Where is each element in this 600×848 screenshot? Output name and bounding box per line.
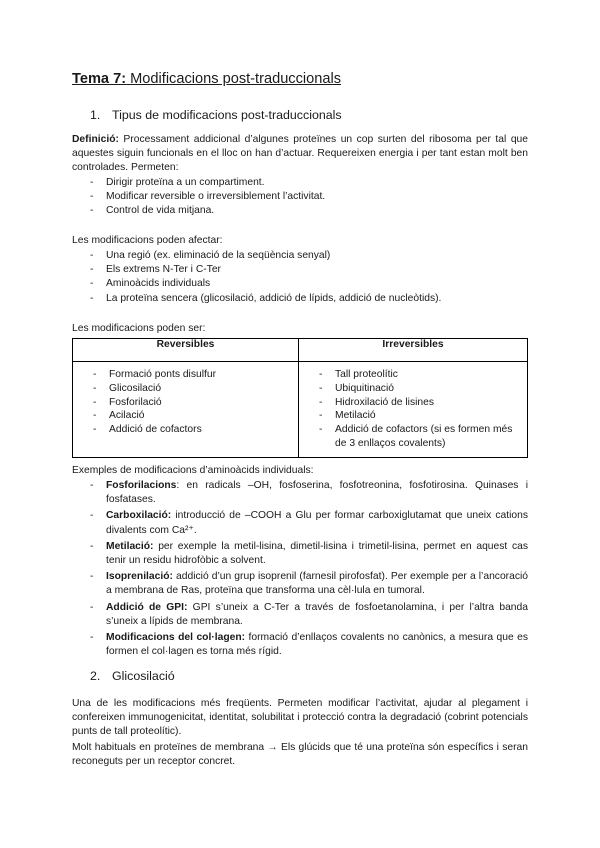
section-2-heading: [90, 669, 175, 683]
list-item: - Ubiquitinació: [319, 382, 394, 394]
glyco-paragraph-1: Una de les modificacions més freqüents. Permeten modificar l’activitat, ajudar al plegament i confereixen immunogenicitat, identitat, solubilitat i protecció contra la degradació (cobrint potencials punts de tall proteolític).: [72, 698, 528, 737]
definition-label: Definició:: [72, 134, 119, 145]
list-item: - Hidroxilació de lisines: [319, 396, 435, 408]
section-1-number: 1.: [90, 108, 101, 122]
glyco-paragraph-2: Molt habituals en proteïnes de membrana → Els glúcids que té una proteïna són específics i seran reconeguts per un receptor concret.: [72, 742, 528, 767]
list-item: - Una regió (ex. eliminació de la seqüència senyal): [90, 250, 331, 261]
list-item: - Fosforilació: [93, 396, 162, 408]
section-2-number: 2.: [90, 669, 101, 683]
title-label: Tema 7:: [72, 71, 127, 87]
list-item: - Acilació: [93, 410, 145, 422]
examples-list: [72, 479, 528, 661]
list-item: - Fosforilacions: en radicals –OH, fosfoserina, fosfotreonina, fosfotirosina. Quinases i fosfatases.: [90, 480, 528, 506]
definition-paragraph: [72, 133, 528, 175]
modifications-table: [72, 338, 528, 458]
list-item: - Isoprenilació: addició d’un grup isoprenil (farnesil pirofosfat). Per exemple per a l’ancoració a membrana de Ras, proteïna que transforma una cèl·lula en tumoral.: [90, 571, 528, 597]
list-item: - Addició de cofactors: [93, 424, 202, 436]
list-item: - Carboxilació: introducció de –COOH a Glu per formar carboxiglutamat que uneix cations divalents com Ca²⁺.: [90, 510, 528, 536]
types-intro: Les modificacions poden ser:: [72, 323, 206, 334]
list-item: - Aminoàcids individuals: [90, 278, 211, 290]
list-item: - Glicosilació: [93, 382, 162, 394]
examples-intro: Exemples de modificacions d’aminoàcids individuals:: [72, 465, 314, 476]
list-item: - Addició de cofactors (si es formen més de 3 enllaços covalents): [319, 424, 513, 449]
list-item: - Addició de GPI: GPI s’uneix a C-Ter a través de fosfoetanolamina, i per l’altra banda s’uneix a lípids de membrana.: [90, 601, 528, 627]
list-item: - La proteïna sencera (glicosilació, addició de lípids, addició de nucleòtids).: [90, 292, 442, 304]
list-item: - Dirigir proteïna a un compartiment.: [90, 177, 265, 188]
list-item: - Modificar reversible o irreversiblement l’activitat.: [90, 191, 326, 203]
irreversible-header: Irreversibles: [299, 339, 528, 362]
list-item: - Tall proteolític: [319, 369, 398, 380]
list-item: - Metilació: [319, 410, 376, 422]
affect-intro: Les modificacions poden afectar:: [72, 235, 223, 246]
definition-text: Processament addicional d’algunes proteïnes un cop surten del ribosoma per tal que aquestes siguin funcionals en el lloc on han d’actuar. Requereixen energia i per tant estan molt ben controlades. Permeten:: [72, 134, 528, 173]
list-item: - Control de vida mitjana.: [90, 205, 215, 217]
list-item: - Els extrems N-Ter i C-Ter: [90, 264, 221, 276]
section-1-heading: [90, 108, 342, 122]
page-title: [72, 71, 341, 87]
list-item: - Modificacions del col·lagen: formació d’enllaços covalents no canònics, a mesura que es formen el col·lagen es torna més rígid.: [90, 632, 529, 658]
reversible-cell: [73, 362, 299, 458]
list-item: - Metilació: per exemple la metil-lisina, dimetil-lisina i trimetil-lisina, permet en aquest cas tenir un residu hidrofòbic a solvent.: [90, 540, 528, 567]
affect-list: [72, 249, 528, 306]
title-text: Modificacions post-traduccionals: [126, 71, 342, 87]
irreversible-cell: [299, 362, 528, 458]
reversible-header: Reversibles: [73, 339, 299, 362]
definition-list: [72, 176, 528, 219]
list-item: - Formació ponts disulfur: [93, 369, 217, 380]
section-2-title: Glicosilació: [112, 669, 175, 683]
section-1-title: Tipus de modificacions post-traduccionals: [112, 108, 342, 122]
